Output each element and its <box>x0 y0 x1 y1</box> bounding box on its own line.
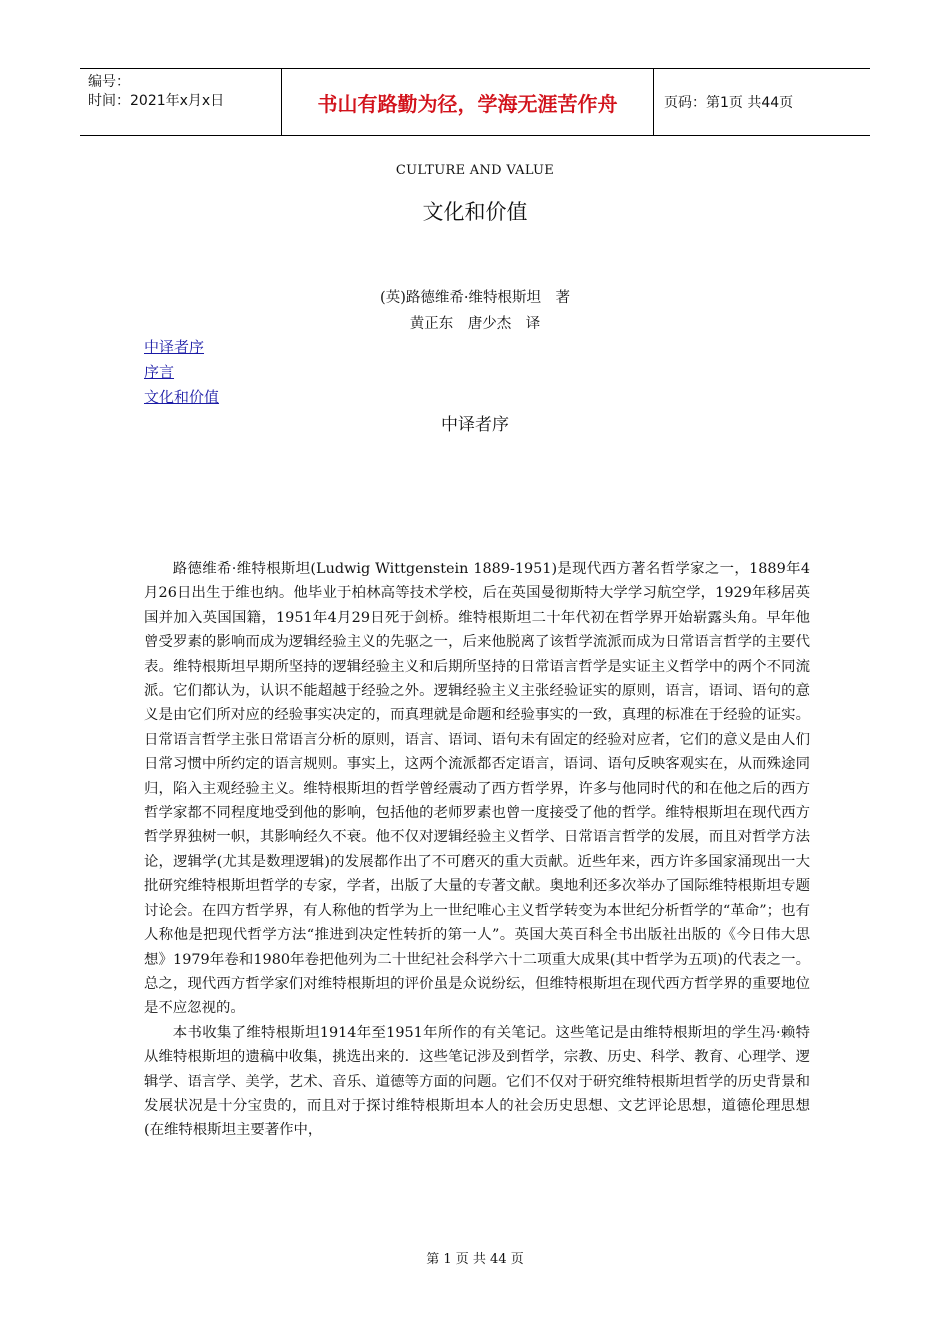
body-text <box>144 557 810 1143</box>
table-of-contents <box>144 335 219 410</box>
time-label: 时间：2021年x月x日 <box>88 93 225 109</box>
english-title: CULTURE AND VALUE <box>395 163 555 178</box>
author-line: (英)路德维希·维特根斯坦 著 <box>380 290 570 306</box>
header-motto: 书山有路勤为径，学海无涯苦作舟 <box>282 69 654 135</box>
toc-link-translator-preface[interactable]: 中译者序 <box>144 338 205 356</box>
toc-link-culture-and-value[interactable]: 文化和价值 <box>144 388 220 406</box>
header-left-cell <box>80 69 282 135</box>
paragraph-2: 本书收集了维特根斯坦1914年至1951年所作的有关笔记。这些笔记是由维特根斯坦的学生冯·赖特从维特根斯坦的遗稿中收集，挑选出来的．这些笔记涉及到哲学，宗教、历史、科学、教育、心理学、逻辑学、语言学、美学，艺术、音乐、道德等方面的问题。它们不仅对于研究维特根斯坦哲学的历史背景和发展状况是十分宝贵的，而且对于探讨维特根斯坦本人的社会历史思想、文艺评论思想，道德伦理思想(在维特根斯坦主要著作中， <box>144 1024 810 1139</box>
page-footer: 第 1 页 共 44 页 <box>426 1252 524 1267</box>
page-header <box>80 68 870 136</box>
translator-line: 黄正东 唐少杰 译 <box>409 316 541 332</box>
number-label: 编号： <box>88 74 130 90</box>
chinese-title: 文化和价值 <box>422 200 528 224</box>
header-page-label: 页码：第1页 共44页 <box>664 95 794 111</box>
paragraph-1: 路德维希·维特根斯坦(Ludwig Wittgenstein 1889-1951)是现代西方著名哲学家之一，1889年4月26日出生于维也纳。他毕业于柏林高等技术学校，后在英国曼彻斯特大学学习航空学，1929年移居英国并加入英国国籍，1951年4月29日死于剑桥。维特根斯坦二十年代初在哲学界开始崭露头角。早年他曾受罗素的影响而成为逻辑经验主义的先驱之一，后来他脱离了该哲学流派而成为日常语言哲学的主要代表。维特根斯坦早期所坚持的逻辑经验主义和后期所坚持的日常语言哲学是实证主义哲学中的两个不同流派。它们都认为，认识不能超越于经验之外。逻辑经验主义主张经验证实的原则，语言，语词、语句的意义是由它们所对应的经验事实决定的，而真理就是命题和经验事实的一致，真理的标准在于经验的证实。日常语言哲学主张日常语言分析的原则，语言、语词、语句未有固定的经验对应者，它们的意义是由人们日常习惯中所约定的语言规则。事实上，这两个流派都否定语言，语词、语句反映客观实在，从而殊途同归，陷入主观经验主义。维特根斯坦的哲学曾经震动了西方哲学界，许多与他同时代的和在他之后的西方哲学家都不同程度地受到他的影响，包括他的老师罗素也曾一度接受了他的哲学。维特根斯坦在现代西方哲学界独树一帜，其影响经久不衰。他不仅对逻辑经验主义哲学、日常语言哲学的发展，而且对哲学方法论，逻辑学(尤其是数理逻辑)的发展都作出了不可磨灭的重大贡献。近些年来，西方许多国家涌现出一大批研究维特根斯坦哲学的专家，学者，出版了大量的专著文献。奥地利还多次举办了国际维特根斯坦专题讨论会。在四方哲学界，有人称他的哲学为上一世纪唯心主义哲学转变为本世纪分析哲学的“革命”；也有人称他是把现代哲学方法“推进到决定性转折的第一人”。英国大英百科全书出版社出版的《今日伟大思想》1979年卷和1980年卷把他列为二十世纪社会科学六十二项重大成果(其中哲学为五项)的代表之一。总之，现代西方哲学家们对维特根斯坦的评价虽是众说纷纭，但维特根斯坦在现代西方哲学界的重要地位是不应忽视的。 <box>144 561 810 1017</box>
section-title: 中译者序 <box>441 415 509 435</box>
toc-link-preface[interactable]: 序言 <box>144 363 175 381</box>
